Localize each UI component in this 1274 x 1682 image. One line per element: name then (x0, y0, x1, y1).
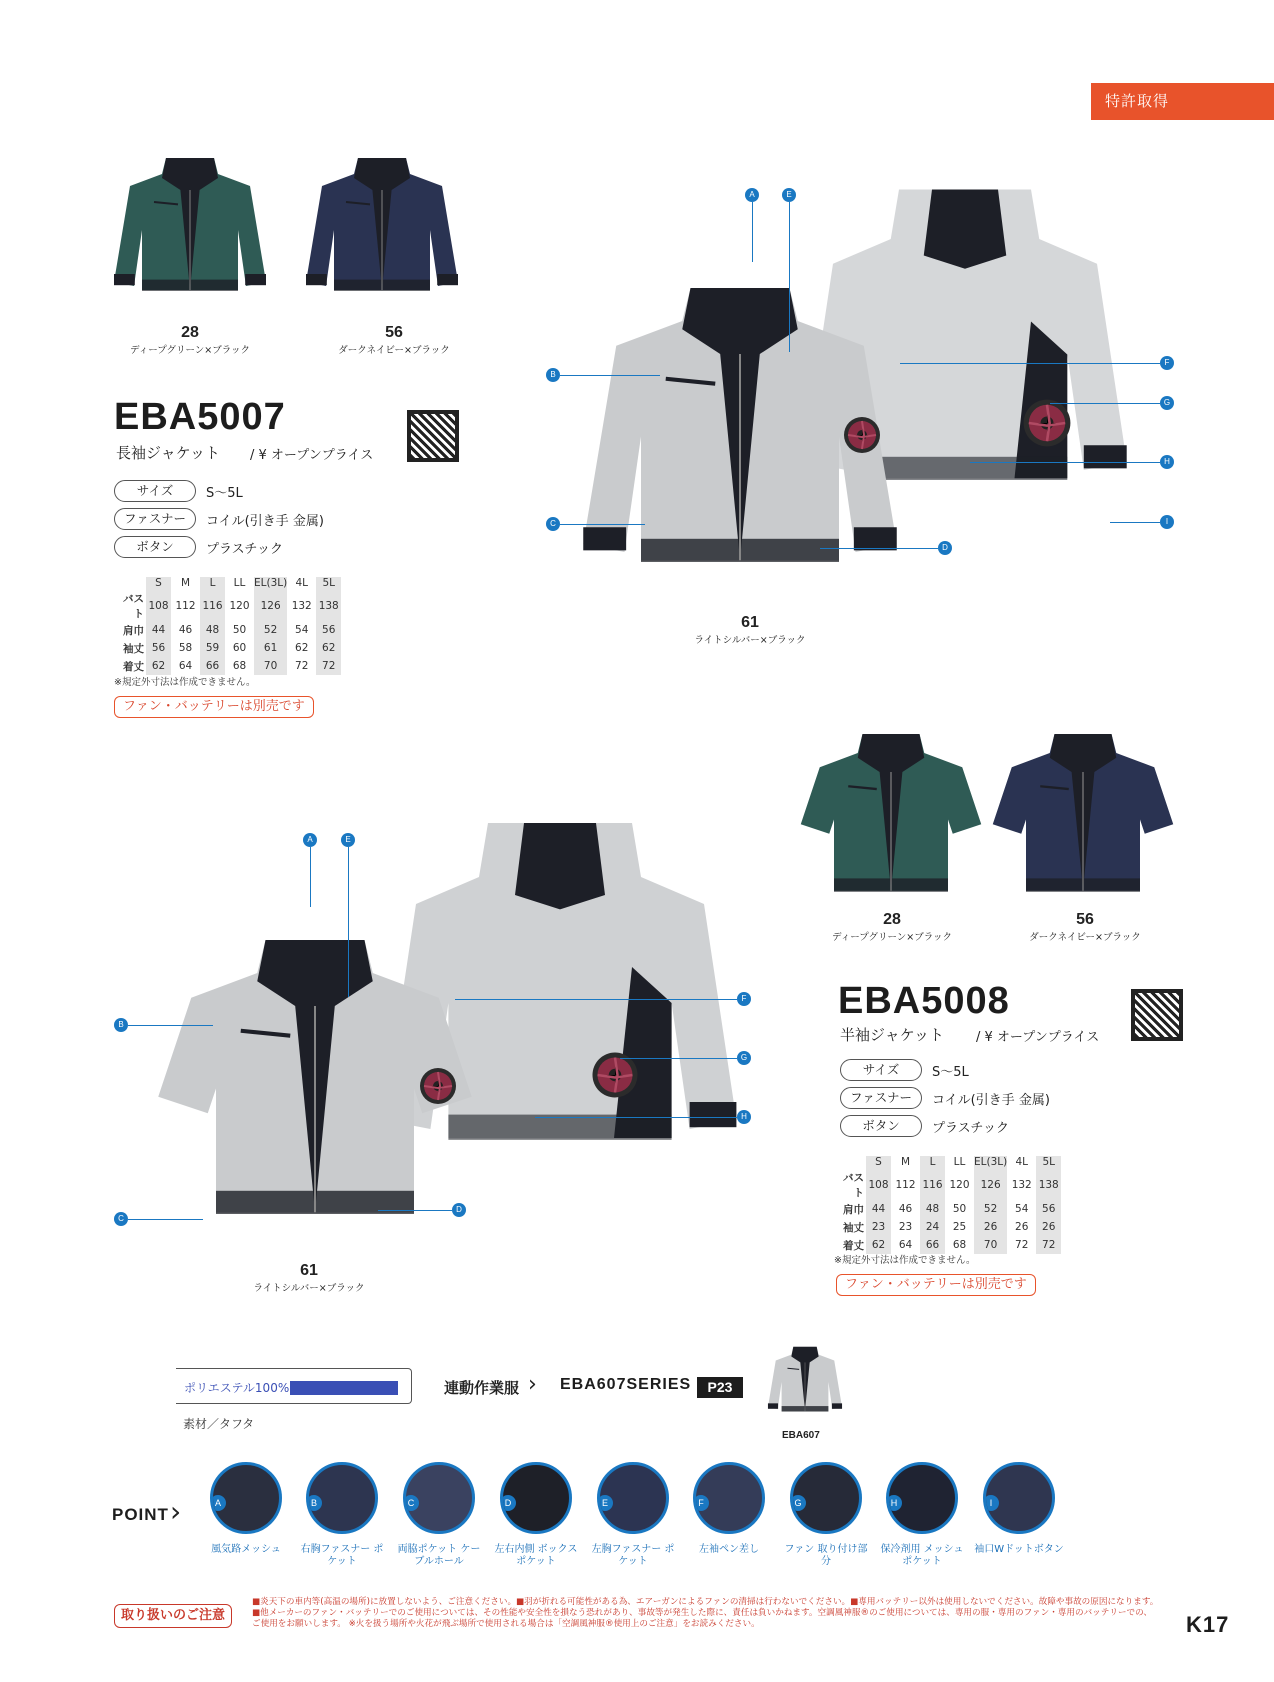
product-code: EBA5008 (838, 980, 1010, 1022)
product-price: / ¥ オープンプライス (976, 1030, 1100, 1045)
qr-code[interactable] (407, 410, 459, 462)
feature-image-a: A (210, 1462, 282, 1534)
feature-image-d: D (500, 1462, 572, 1534)
related-thumb-label: EBA607 (782, 1430, 820, 1441)
color-name: ダークネイビー×ブラック (1029, 932, 1141, 943)
feature-label: 右胸ファスナー ポケット (300, 1544, 384, 1567)
fan-image (842, 415, 882, 455)
feature-image-e: E (597, 1462, 669, 1534)
material-bar-track (290, 1381, 398, 1395)
feature-label: 風気路メッシュ (211, 1544, 281, 1555)
spec-value: プラスチック (206, 541, 283, 557)
related-thumb-image (766, 1330, 844, 1426)
feature-label: 左胸ファスナー ポケット (591, 1544, 675, 1567)
material-fabric: ポリエステル100% (184, 1381, 290, 1395)
spec-label: サイズ (840, 1059, 922, 1081)
handling-title: 取り扱いのご注意 (114, 1604, 232, 1628)
callout-b: B (114, 1018, 128, 1032)
page-number: K17 (1186, 1612, 1230, 1637)
color-name: ディープグリーン×ブラック (129, 345, 251, 356)
callout-h: H (737, 1110, 751, 1124)
jacket-image-green-short (796, 710, 986, 910)
color-name: ライトシルバー×ブラック (694, 635, 806, 646)
callout-e: E (782, 188, 796, 202)
spec-label: ボタン (840, 1115, 922, 1137)
jacket-image-navy-short (988, 710, 1178, 910)
color-name: ディープグリーン×ブラック (831, 932, 953, 943)
color-number: 28 (883, 911, 901, 928)
feature-label: 左右内側 ボックスポケット (494, 1544, 578, 1567)
callout-g: G (1160, 396, 1174, 410)
size-table: S M L LL EL(3L) 4L 5L バスト 108 112 116 120 126 132 138 肩巾 44 46 48 50 52 54 56 袖丈 23 23 24 25 26 26 26 着丈 62 64 66 68 70 72 72 (834, 1156, 1063, 1254)
handling-text: ■炎天下の車内等(高温の場所)に放置しないよう、ご注意ください。■羽が折れる可能性がある為、エアーガンによるファンの清掃は行わないでください。■専用バッテリー以外は使用しないでください。故障や事故の原因になります。■他メーカーのファン・バッテリーでのご使用については、その性能や安全性を損なう恐れがあり、事故等が発生した際に、責任は負いかねます。空調風神服®のご使用については、専用の服・専用のファン・専用のバッテリーでの、ご使用をお願いします。 ※火を扱う場所や火花が飛ぶ場所で使用される場合は「空調風神服®使用上のご注意」をお読みください。 (252, 1597, 1159, 1629)
spec-value: S〜5L (206, 485, 243, 501)
color-number: 28 (181, 324, 199, 341)
spec-value: コイル(引き手 金属) (206, 513, 324, 529)
jacket-image-navy-long (302, 122, 462, 322)
callout-b: B (546, 368, 560, 382)
callout-i: I (1160, 515, 1174, 529)
spec-list (114, 479, 324, 563)
color-name: ダークネイビー×ブラック (338, 345, 450, 356)
spec-label: ボタン (114, 536, 196, 558)
color-number: 56 (385, 324, 403, 341)
chevron-right-icon: › (170, 1495, 182, 1528)
color-number: 61 (300, 1262, 318, 1279)
spec-value: コイル(引き手 金属) (932, 1092, 1050, 1108)
color-number: 56 (1076, 911, 1094, 928)
callout-f: F (1160, 356, 1174, 370)
feature-label: ファン 取り付け部分 (784, 1544, 868, 1567)
feature-image-c: C (403, 1462, 475, 1534)
size-note: ※規定外寸法は作成できません。 (114, 677, 256, 688)
spec-label: サイズ (114, 480, 196, 502)
material-bar-fill (290, 1381, 398, 1395)
spec-label: ファスナー (840, 1087, 922, 1109)
jacket-image-green-long (110, 122, 270, 322)
feature-label: 左袖ペン差し (699, 1544, 759, 1555)
patent-badge: 特許取得 (1091, 83, 1274, 120)
spec-label: ファスナー (114, 508, 196, 530)
product-code: EBA5007 (114, 396, 286, 438)
product-price: / ¥ オープンプライス (250, 448, 374, 463)
feature-image-h: H (886, 1462, 958, 1534)
point-title: POINT (112, 1505, 169, 1524)
product-name: 長袖ジャケット (116, 444, 220, 462)
qr-code[interactable] (1131, 989, 1183, 1041)
feature-label: 保冷剤用 メッシュポケット (880, 1544, 964, 1567)
spec-value: S〜5L (932, 1064, 969, 1080)
color-number: 61 (741, 614, 759, 631)
spec-value: プラスチック (932, 1120, 1009, 1136)
feature-label: 両脇ポケット ケーブルホール (397, 1544, 481, 1567)
callout-a: A (745, 188, 759, 202)
material-box (176, 1368, 412, 1404)
feature-image-f: F (693, 1462, 765, 1534)
size-note: ※規定外寸法は作成できません。 (834, 1255, 976, 1266)
fan-image (1021, 397, 1073, 449)
callout-g: G (737, 1051, 751, 1065)
fan-battery-notice: ファン・バッテリーは別売です (836, 1274, 1036, 1296)
feature-label: 袖口Wドットボタン (974, 1544, 1064, 1555)
fan-image (418, 1066, 458, 1106)
color-name: ライトシルバー×ブラック (253, 1283, 365, 1294)
feature-image-g: G (790, 1462, 862, 1534)
callout-h: H (1160, 455, 1174, 469)
size-table: S M L LL EL(3L) 4L 5L バスト 108 112 116 120 126 132 138 肩巾 44 46 48 50 52 54 56 袖丈 56 58 59 60 61 62 62 着丈 62 64 66 68 70 72 72 (114, 577, 343, 675)
callout-f: F (737, 992, 751, 1006)
spec-list (840, 1058, 1050, 1142)
related-label: 連動作業服 (444, 1379, 520, 1397)
product-name: 半袖ジャケット (840, 1026, 944, 1044)
callout-d: D (452, 1203, 466, 1217)
feature-image-b: B (306, 1462, 378, 1534)
material-caption: 素材／タフタ (183, 1417, 255, 1431)
callout-d: D (938, 541, 952, 555)
related-page[interactable]: P23 (697, 1377, 743, 1398)
callout-e: E (341, 833, 355, 847)
fan-battery-notice: ファン・バッテリーは別売です (114, 696, 314, 718)
callout-c: C (546, 517, 560, 531)
chevron-right-icon: › (528, 1372, 537, 1397)
related-series[interactable]: EBA607SERIES (560, 1376, 692, 1393)
callout-a: A (303, 833, 317, 847)
feature-image-i: I (983, 1462, 1055, 1534)
callout-c: C (114, 1212, 128, 1226)
